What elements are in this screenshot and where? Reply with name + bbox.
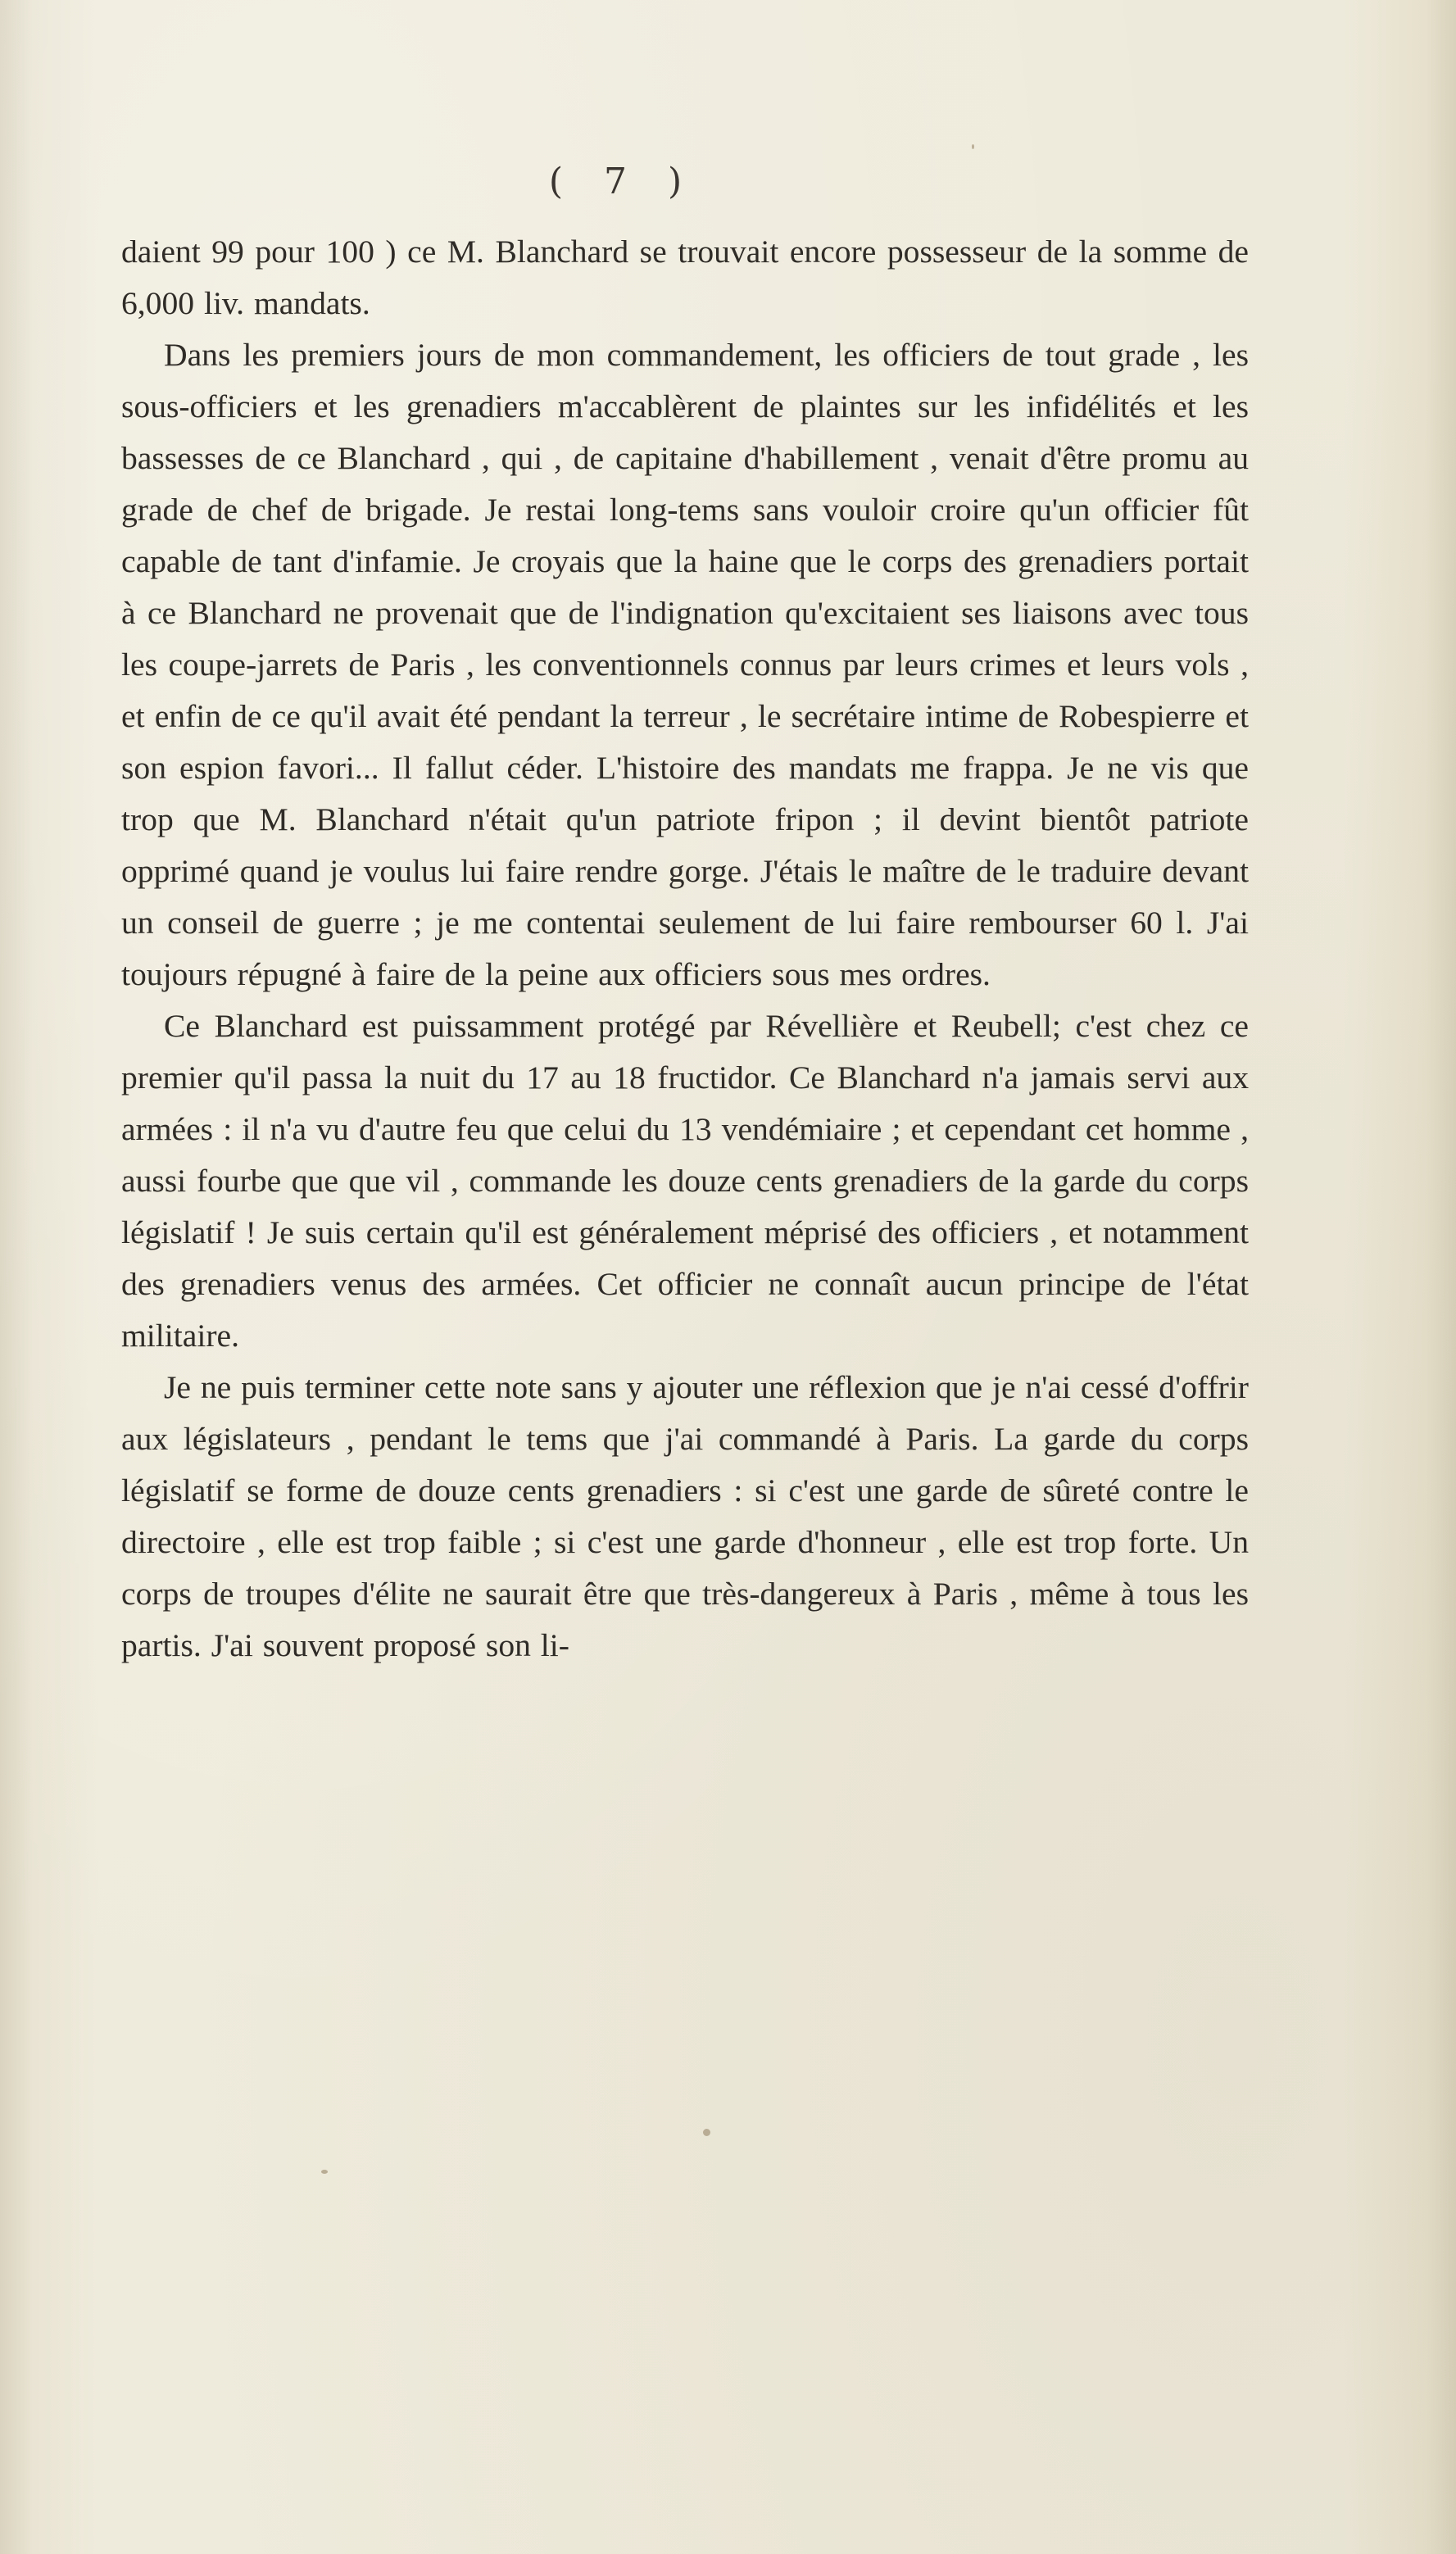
paper-speck bbox=[703, 2129, 710, 2136]
body-text bbox=[121, 226, 1249, 1672]
paragraph-continuation: daient 99 pour 100 ) ce M. Blanchard se trouvait encore possesseur de la somme de 6,000 liv. mandats. bbox=[121, 234, 1249, 321]
paper-speck bbox=[321, 2170, 328, 2174]
page-number: ( 7 ) bbox=[548, 161, 697, 202]
paragraph-guard-reflection: Je ne puis terminer cette note sans y ajouter une réflexion que je n'ai cessé d'offrir aux législateurs , pendant le tems que j'ai commandé à Paris. La garde du corps législatif se forme de douze cents grenadiers : si c'est une garde de sûreté contre le directoire , elle est trop faible ; si c'est une garde d'honneur , elle est trop forte. Un corps de troupes d'élite ne saurait être que très-dangereux à Paris , même à tous les partis. J'ai souvent proposé son li- bbox=[121, 1369, 1249, 1663]
paragraph-blanchard-complaints: Dans les premiers jours de mon commandement, les officiers de tout grade , les sous-officiers et les grenadiers m'accablèrent de plaintes sur les infidélités et les bassesses de ce Blanchard , qui , de capitaine d'habillement , venait d'être promu au grade de chef de brigade. Je restai long-tems sans vouloir croire qu'un officier fût capable de tant d'infamie. Je croyais que la haine que le corps des grenadiers portait à ce Blanchard ne provenait que de l'indignation qu'excitaient ses liaisons avec tous les coupe-jarrets de Paris , les conventionnels connus par leurs crimes et leurs vols , et enfin de ce qu'il avait été pendant la terreur , le secrétaire intime de Robespierre et son espion favori... Il fallut céder. L'histoire des mandats me frappa. Je ne vis que trop que M. Blanchard n'était qu'un patriote fripon ; il devint bientôt patriote opprimé quand je voulus lui faire rendre gorge. J'étais le maître de le traduire devant un conseil de guerre ; je me contentai seulement de lui faire rembourser 60 l. J'ai toujours répugné à faire de la peine aux officiers sous mes ordres. bbox=[121, 337, 1249, 992]
paragraph-blanchard-protection: Ce Blanchard est puissamment protégé par Révellière et Reubell; c'est chez ce premier qu'il passa la nuit du 17 au 18 fructidor. Ce Blanchard n'a jamais servi aux armées : il n'a vu d'autre feu que celui du 13 vendémiaire ; et cependant cet homme , aussi fourbe que que vil , commande les douze cents grenadiers de la garde du corps législatif ! Je suis certain qu'il est généralement méprisé des officiers , et notamment des grenadiers venus des armées. Cet officier ne connaît aucun principe de l'état militaire. bbox=[121, 1008, 1249, 1354]
paper-speck bbox=[972, 144, 974, 149]
